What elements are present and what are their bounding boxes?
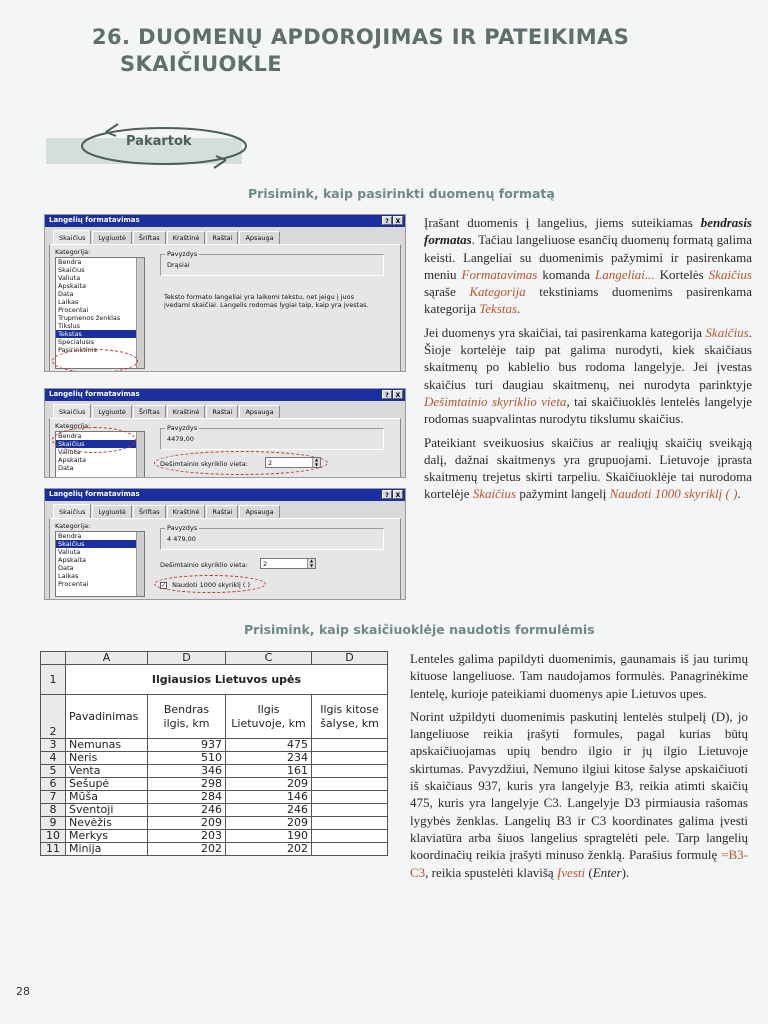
text-column-format [424,214,752,509]
close-button[interactable]: X [393,216,403,225]
paragraph [424,434,752,503]
help-button[interactable]: ? [382,490,392,499]
tab-alignment[interactable]: Lygiuotė [92,405,131,418]
tab-protection[interactable]: Apsauga [239,505,279,518]
row-number: 7 [41,791,66,804]
sample-box [160,424,384,450]
repeat-badge [76,120,252,172]
cell-name[interactable]: Šešupė [66,778,148,791]
cell-other[interactable] [312,765,388,778]
corner-cell [41,652,66,665]
cell-other[interactable] [312,752,388,765]
spinner-arrows-icon[interactable]: ▲ ▼ [307,559,315,568]
category-item[interactable]: Apskaita [58,282,86,290]
category-item[interactable]: Pasirinktinis [58,346,97,354]
category-item[interactable]: Tikslus [58,322,81,330]
text-run: . Tačiau langeliuose esančių duomenų formatą galima keisti. Langeliai su duomenimis pažymimi ir pasirenkama meniu [424,232,752,282]
cell-lithuania[interactable]: 246 [226,804,312,817]
sample-label: Pavyzdys [167,424,198,432]
table-row [41,843,388,856]
text-run: pažymint langelį [516,486,610,502]
tab-patterns[interactable]: Raštai [206,505,238,518]
table-row [41,739,388,752]
term-enter: Enter [592,864,622,880]
term-format-menu: Formatavimas [461,266,538,282]
header-cell[interactable]: Ilgis Lietuvoje, km [226,695,312,739]
table-row [41,752,388,765]
sample-label: Pavyzdys [167,524,198,532]
chapter-title-line2: SKAIČIUOKLE [120,52,282,76]
cell-other[interactable] [312,739,388,752]
category-item[interactable]: Bendra [58,258,82,266]
tab-number[interactable]: Skaičius [53,404,91,418]
format-cells-dialog-thousands [44,488,406,600]
sample-value: 4 479,00 [167,535,196,543]
list-scrollbar[interactable] [136,532,144,596]
tab-protection[interactable]: Apsauga [239,231,279,244]
cell-total[interactable]: 203 [148,830,226,843]
table-row [41,804,388,817]
table-title-cell[interactable]: Ilgiausios Lietuvos upės [66,665,388,695]
cell-name[interactable]: Nemunas [66,739,148,752]
paragraph [424,214,752,318]
table-row [41,791,388,804]
tab-font[interactable]: Šriftas [133,505,166,518]
text-run: , reikia spustelėti klavišą [425,864,557,880]
category-item-selected[interactable]: Skaičius [56,440,144,448]
tab-patterns[interactable]: Raštai [206,231,238,244]
tab-alignment[interactable]: Lygiuotė [92,505,131,518]
header-cell[interactable]: Ilgis kitose šalyse, km [312,695,388,739]
category-item[interactable]: Valiuta [58,274,81,282]
category-item[interactable]: Skaičius [58,266,85,274]
category-item[interactable]: Apskaita [58,556,86,564]
term-number-tab: Skaičius [708,266,752,282]
cell-other[interactable] [312,804,388,817]
category-item[interactable]: Data [58,564,74,572]
format-description: Teksto formato langeliai yra laikomi tekstu, net jeigu į juos įvedami skaičiai. Langelis rodomas lygiai taip, kaip yra įvestas. [164,293,369,309]
tab-alignment[interactable]: Lygiuotė [92,231,131,244]
cell-lithuania[interactable]: 475 [226,739,312,752]
table-header-row [41,695,388,739]
cell-name[interactable]: Mūša [66,791,148,804]
text-run: Kortelės [654,266,709,282]
thousands-checkbox[interactable]: ✓ [161,581,167,589]
thousands-label: Naudoti 1000 skyriklį ( ) [172,581,250,589]
term-general-format: bendrasis formatas [424,215,752,248]
text-run: ). [621,864,630,880]
tab-font[interactable]: Šriftas [133,231,166,244]
dialog-tabs [45,401,405,418]
repeat-label: Pakartok [126,134,192,149]
cell-total[interactable]: 346 [148,765,226,778]
cell-name[interactable]: Minija [66,843,148,856]
category-label: Kategorija: [55,522,91,530]
chapter-title-line1: 26. DUOMENŲ APDOROJIMAS IR PATEIKIMAS [92,25,630,49]
category-item[interactable]: Procentai [58,580,89,588]
sample-label: Pavyzdys [167,250,198,258]
term-cells-command: Langeliai... [595,266,655,282]
paragraph [410,708,748,881]
sample-box [160,524,384,550]
row-number: 5 [41,765,66,778]
sample-box [160,250,384,276]
decimal-places-value: 2 [268,459,273,467]
close-button[interactable]: X [393,390,403,399]
row-number: 4 [41,752,66,765]
format-cells-dialog-number [44,388,406,478]
cell-other[interactable] [312,791,388,804]
cell-total[interactable]: 284 [148,791,226,804]
paragraph [424,324,752,428]
category-item[interactable]: Apskaita [58,456,86,464]
category-item[interactable]: Laikas [58,572,79,580]
category-item[interactable]: Bendra [58,432,82,440]
term-thousands-separator: Naudoti 1000 skyriklį ( ) [609,486,738,502]
category-item[interactable]: Procentai [58,306,89,314]
cell-name[interactable]: Šventoji [66,804,148,817]
highlight-ellipse [154,451,328,475]
cell-lithuania[interactable]: 234 [226,752,312,765]
help-button[interactable]: ? [382,390,392,399]
decimal-places-row [160,561,248,569]
term-text: Tekstas [479,301,518,317]
category-label: Kategorija: [55,248,91,256]
cell-total[interactable]: 298 [148,778,226,791]
category-item[interactable]: Valiuta [58,548,81,556]
column-header[interactable]: D [148,652,226,665]
category-list[interactable] [55,531,145,597]
cell-other[interactable] [312,830,388,843]
tab-border[interactable]: Kraštinė [167,405,206,418]
text-run: ( [585,864,593,880]
dialog-body [49,518,401,600]
decimal-places-value: 2 [263,560,268,568]
category-item[interactable]: Data [58,290,74,298]
term-enter-key: Įvesti [556,864,586,880]
tab-protection[interactable]: Apsauga [239,405,279,418]
term-number: Skaičius [705,324,749,340]
tab-border[interactable]: Kraštinė [167,231,206,244]
cell-other[interactable] [312,817,388,830]
term-category: Kategorija [469,284,526,300]
category-label: Kategorija: [55,422,91,430]
row-number: 6 [41,778,66,791]
text-column-formulas [410,650,748,887]
row-number: 10 [41,830,66,843]
cell-total[interactable]: 510 [148,752,226,765]
cell-lithuania[interactable]: 209 [226,817,312,830]
cell-name[interactable]: Merkys [66,830,148,843]
highlight-ellipse [52,349,138,372]
text-run: . [737,486,741,502]
cell-lithuania[interactable]: 146 [226,791,312,804]
tab-number[interactable]: Skaičius [53,504,91,518]
tab-border[interactable]: Kraštinė [167,505,206,518]
cell-lithuania[interactable]: 209 [226,778,312,791]
dialog-body [49,418,401,478]
decimal-places-spinner[interactable] [260,558,316,569]
chapter-title [92,24,732,78]
tab-patterns[interactable]: Raštai [206,405,238,418]
cell-total[interactable]: 937 [148,739,226,752]
decimal-places-label: Dešimtainio skyriklio vieta: [160,561,248,569]
cell-lithuania[interactable]: 202 [226,843,312,856]
cell-total[interactable]: 209 [148,817,226,830]
column-header[interactable]: D [312,652,388,665]
cell-total[interactable]: 202 [148,843,226,856]
term-decimal-places: Dešimtainio skyriklio vieta [424,393,567,409]
dialog-titlebar [45,389,405,401]
paragraph: Lenteles galima papildyti duomenimis, gaunamais iš jau turimų kituose langeliuose. Tam naudojamos formulės. Panagrinėkime lentelę, kurioje pateikiami duomenys apie Lietuvos upes. [410,651,748,701]
text-run: , tai skaičiuoklės lentelės langelyje rodomas suapvalintas nurodytu tikslumu skaičius. [424,393,752,427]
dialog-titlebar [45,215,405,227]
dialog-titlebar [45,489,405,501]
header-cell[interactable]: Pavadinimas [66,695,148,739]
category-item[interactable]: Laikas [58,298,79,306]
category-item[interactable]: Bendra [58,532,82,540]
term-formula: =B3-C3 [410,847,748,880]
column-header[interactable]: A [66,652,148,665]
cell-other[interactable] [312,843,388,856]
list-scrollbar[interactable] [136,258,144,368]
column-header-row [41,652,388,665]
dialog-tabs [45,227,405,244]
text-run: Įrašant duomenis į langelius, jiems suteikiamas [424,215,701,230]
text-run: sąraše [424,284,470,300]
category-item[interactable]: Trupmenos ženklas [58,314,121,322]
text-run: Pateikiant sveikuosius skaičius ar realiųjų skaičių sveikąją dalį, dažnai skaitmenys yra grupuojami. Lietuvoje įprasta skaitmenų trejetus skirti tarpeliu. Skaičiuoklėje tai nurodoma kortelėje [424,434,752,502]
table-row [41,765,388,778]
text-run: . Šioje kortelėje taip pat galima nurodyti, kiek skaičiaus skaitmenų po kablelio bus rodoma langelyje. Jei įvestas skaičius turi daugiau skaitmenų, nei nurodyta parinktyje [424,324,752,392]
text-run: komanda [537,266,596,282]
text-run: Jei duomenys yra skaičiai, tai pasirenkama kategorija [424,324,706,340]
cell-name[interactable]: Venta [66,765,148,778]
category-item-selected[interactable]: Skaičius [56,540,144,548]
category-item[interactable]: Valiuta [58,448,81,456]
highlight-ellipse [52,427,136,453]
cell-lithuania[interactable]: 161 [226,765,312,778]
row-number: 3 [41,739,66,752]
row-number: 9 [41,817,66,830]
sample-value: 4479,00 [167,435,194,443]
cell-name[interactable]: Nevėžis [66,817,148,830]
table-row [41,778,388,791]
row-number: 1 [41,665,66,695]
text-run: Norint užpildyti duomenimis paskutinį lentelės stulpelį (D), jo langeliuose reikia įrašyti formules, pagal kurias būtų apskaičiuojamas upių bendro ilgio ir jų ilgio Lietuvoje skirtumas. Pavyzdžiui, Nemuno ilgiui kitose šalyse apskaičiuoti iš skaičiaus 937, kuris yra langelyje B3, reikia atimti skaičių 475, kuris yra langelyje C3. Langelyje D3 pirmiausia rašomas lygybės ženklas. Langelių B3 ir C3 koordinates galima įvesti klaviatūra arba šiuos langelius spragtelėti pele. Tarp langelių koordinačių reikia įrašyti minuso ženklą. Parašius formulę [410,708,748,863]
row-number: 11 [41,843,66,856]
rivers-spreadsheet [40,651,388,856]
dialog-title: Langelių formatavimas [49,490,140,498]
highlight-ellipse [154,575,266,593]
dialog-body [49,244,401,372]
section-heading-format: Prisimink, kaip pasirinkti duomenų formatą [248,186,555,201]
cell-total[interactable]: 246 [148,804,226,817]
help-button[interactable]: ? [382,216,392,225]
format-cells-dialog-text [44,214,406,372]
tab-font[interactable]: Šriftas [133,405,166,418]
spinner-arrows-icon[interactable]: ▲ ▼ [312,458,320,467]
cell-name[interactable]: Neris [66,752,148,765]
list-scrollbar[interactable] [136,432,144,478]
text-run: tekstiniams duomenims pasirenkama kategorija [424,284,752,317]
page-number: 28 [16,985,30,998]
sample-value: Drąsiai [167,261,190,269]
dialog-title: Langelių formatavimas [49,216,140,224]
close-button[interactable]: X [393,490,403,499]
column-header[interactable]: C [226,652,312,665]
row-number: 2 [41,695,66,739]
text-run: . [517,301,521,317]
header-cell[interactable]: Bendras ilgis, km [148,695,226,739]
dialog-tabs [45,501,405,518]
category-item[interactable]: Data [58,464,74,472]
category-item[interactable]: Specialusis [58,338,95,346]
table-row [41,830,388,843]
row-number: 8 [41,804,66,817]
term-number: Skaičius [472,486,517,502]
dialog-title: Langelių formatavimas [49,390,140,398]
table-row [41,817,388,830]
cell-lithuania[interactable]: 190 [226,830,312,843]
decimal-places-label: Dešimtainio skyriklio vieta: [160,460,248,468]
section-heading-formulas: Prisimink, kaip skaičiuoklėje naudotis formulėmis [244,622,595,637]
category-item-selected[interactable]: Tekstas [56,330,144,338]
cell-other[interactable] [312,778,388,791]
table-row [41,665,388,695]
tab-number[interactable]: Skaičius [53,230,91,244]
